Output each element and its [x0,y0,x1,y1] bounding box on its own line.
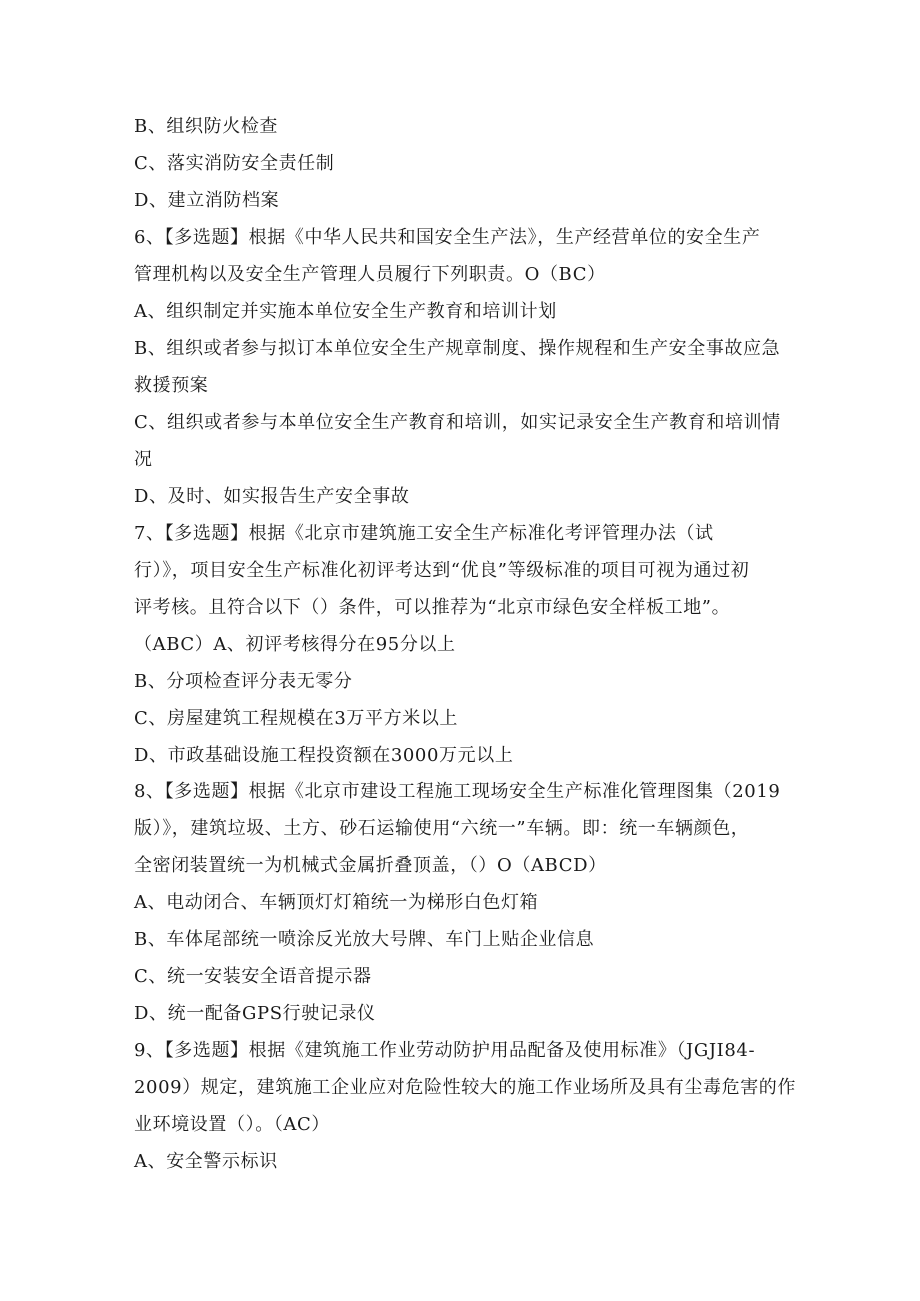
option-line: C、组织或者参与本单位安全生产教育和培训，如实记录安全生产教育和培训情 [134,412,781,433]
question-line: 版）》，建筑垃圾、土方、砂石运输使用“六统一”车辆。即：统一车辆颜色， [134,818,750,839]
question-line: 8、【多选题】根据《北京市建设工程施工现场安全生产标准化管理图集（2019 [134,781,781,802]
option-line: D、及时、如实报告生产安全事故 [134,486,410,507]
option-line: D、统一配备GPS行驶记录仪 [134,1003,376,1024]
option-line: D、建立消防档案 [134,190,280,211]
option-line: C、房屋建筑工程规模在3万平方米以上 [134,708,459,729]
question-line: 全密闭装置统一为机械式金属折叠顶盖，（）O（ABCD） [134,855,607,876]
question-line: 评考核。且符合以下（）条件，可以推荐为“北京市绿色安全样板工地”。 [134,597,731,618]
option-line: 救援预案 [134,375,209,396]
option-line: B、分项检查评分表无零分 [134,671,353,692]
question-line: 业环境设置（）。（AC） [134,1114,330,1135]
option-line: A、安全警示标识 [134,1151,278,1172]
option-line: 况 [134,449,153,470]
question-line: 9、【多选题】根据《建筑施工作业劳动防护用品配备及使用标准》（JGJI84- [134,1040,756,1061]
question-line: 6、【多选题】根据《中华人民共和国安全生产法》，生产经营单位的安全生产 [134,227,761,248]
option-line: A、组织制定并实施本单位安全生产教育和培训计划 [134,301,557,322]
option-line: B、组织防火检查 [134,116,279,137]
question-line: 7、【多选题】根据《北京市建筑施工安全生产标准化考评管理办法（试 [134,523,714,544]
option-line: （ABC）A、初评考核得分在95分以上 [134,634,456,655]
option-line: C、落实消防安全责任制 [134,153,335,174]
option-line: D、市政基础设施工程投资额在3000万元以上 [134,745,514,766]
option-line: B、组织或者参与拟订本单位安全生产规章制度、操作规程和生产安全事故应急 [134,338,781,359]
option-line: B、车体尾部统一喷涂反光放大号牌、车门上贴企业信息 [134,929,595,950]
question-line: 2009）规定，建筑施工企业应对危险性较大的施工作业场所及具有尘毒危害的作 [134,1077,797,1098]
option-line: A、电动闭合、车辆顶灯灯箱统一为梯形白色灯箱 [134,892,539,913]
option-line: C、统一安装安全语音提示器 [134,966,372,987]
question-line: 行）》，项目安全生产标准化初评考达到“优良”等级标准的项目可视为通过初 [134,560,750,581]
question-line: 管理机构以及安全生产管理人员履行下列职责。O（BC） [134,264,606,285]
